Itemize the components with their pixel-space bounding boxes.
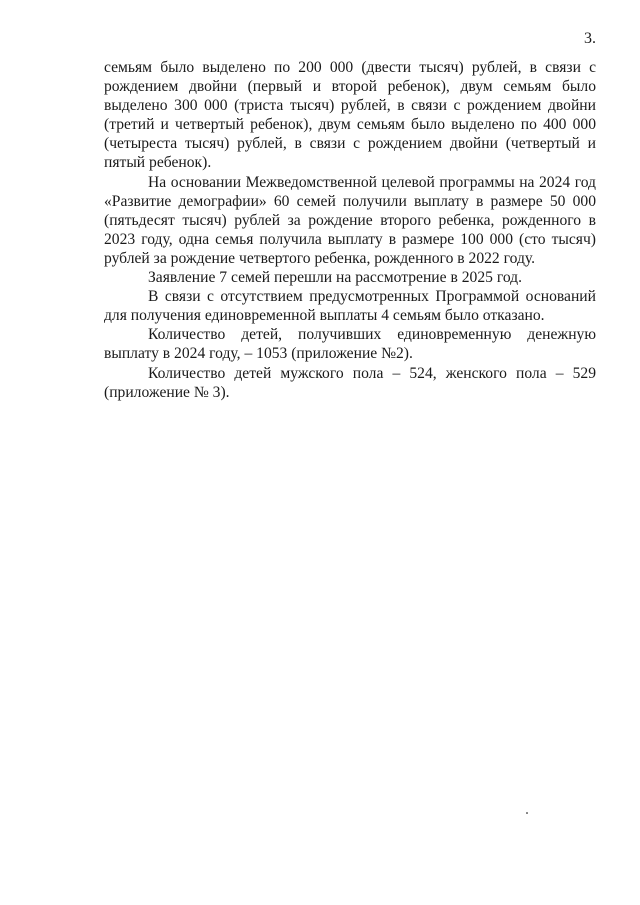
page-number: 3. bbox=[584, 30, 596, 47]
document-body bbox=[104, 58, 596, 402]
paragraph-continuation: семьям было выделено по 200 000 (двести тысяч) рублей, в связи с рождением двойни (первый и второй ребенок), двум семьям было выделено 300 000 (триста тысяч) рублей, в связи с рождением двойни (третий и четвертый ребенок), двум семьям было выделено по 400 000 (четыреста тысяч) рублей, в связи с рождением двойни (четвертый и пятый ребенок). bbox=[104, 59, 596, 172]
paragraph-children-count: Количество детей, получивших единовременную денежную выплату в 2024 году, – 1053 (приложение №2). bbox=[104, 326, 596, 363]
paragraph-demography-program: На основании Межведомственной целевой программы на 2024 год «Развитие демографии» 60 семей получили выплату в размере 50 000 (пятьдесят тысяч) рублей за рождение второго ребенка, рожденного в 2023 году, одна семья получила выплату в размере 100 000 (сто тысяч) рублей за рождение четвертого ребенка, рожденного в 2022 году. bbox=[104, 173, 596, 267]
paragraph-applications-2025: Заявление 7 семей перешли на рассмотрение в 2025 год. bbox=[148, 269, 523, 287]
scan-speck bbox=[526, 812, 528, 814]
paragraph-gender-count: Количество детей мужского пола – 524, женского пола – 529 (приложение № 3). bbox=[104, 364, 596, 401]
paragraph-refusals: В связи с отсутствием предусмотренных Программой оснований для получения единовременной выплаты 4 семьям было отказано. bbox=[104, 288, 596, 325]
